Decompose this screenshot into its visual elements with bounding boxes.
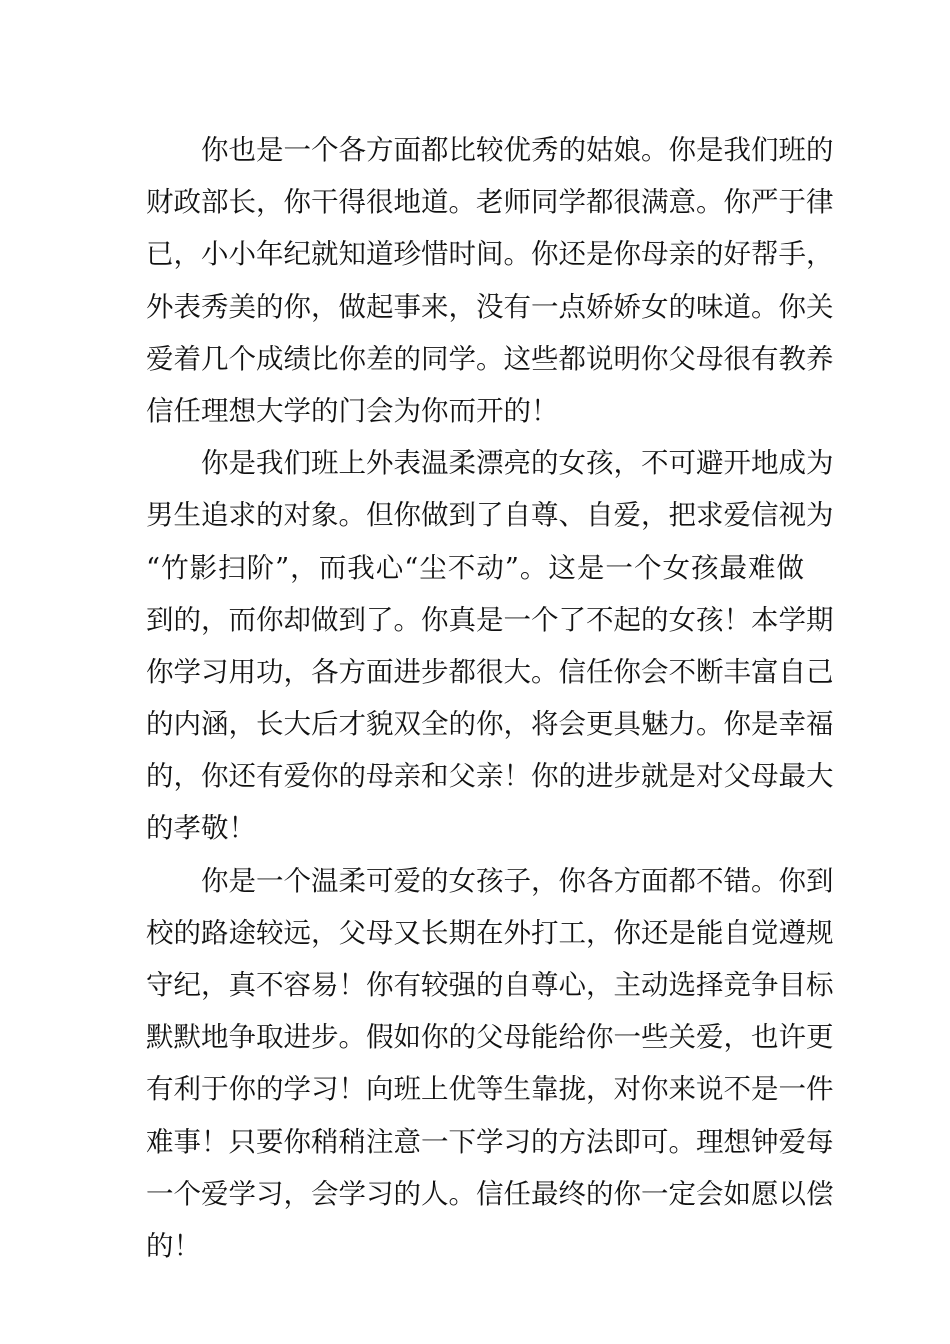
text-line: 到的，而你却做到了。你真是一个了不起的女孩！本学期 — [146, 603, 834, 636]
text-line: 你也是一个各方面都比较优秀的姑娘。你是我们班的 — [201, 134, 834, 166]
text-line: 信任理想大学的门会为你而开的！ — [146, 394, 559, 427]
text-line: 外表秀美的你，做起事来，没有一点娇娇女的味道。你关 — [146, 290, 834, 323]
text-line: 的孝敬！ — [146, 812, 256, 845]
text-line: 你是一个温柔可爱的女孩子，你各方面都不错。你到 — [201, 864, 834, 897]
text-line: 爱着几个成绩比你差的同学。这些都说明你父母很有教养 — [146, 342, 834, 375]
text-line: 财政部长，你干得很地道。老师同学都很满意。你严于律 — [146, 186, 834, 219]
text-line: 的，你还有爱你的母亲和父亲！你的进步就是对父母最大 — [146, 760, 834, 793]
text-line: 一个爱学习，会学习的人。信任最终的你一定会如愿以偿 — [146, 1177, 834, 1210]
paragraph — [146, 437, 834, 855]
text-line: 你是我们班上外表温柔漂亮的女孩，不可避开地成为 — [201, 447, 834, 480]
paragraph — [146, 124, 834, 437]
text-line: 守纪，真不容易！你有较强的自尊心，主动选择竞争目标 — [146, 969, 834, 1001]
paragraph — [146, 855, 834, 1273]
text-line: 的内涵，长大后才貌双全的你，将会更具魅力。你是幸福 — [146, 708, 834, 741]
text-line: 有利于你的学习！向班上优等生靠拢，对你来说不是一件 — [146, 1073, 834, 1106]
text-line: 校的路途较远，父母又长期在外打工，你还是能自觉遵规 — [146, 916, 834, 949]
text-line: 男生追求的对象。但你做到了自尊、自爱，把求爱信视为 — [146, 499, 834, 532]
body-text — [146, 124, 834, 1272]
text-line: 已，小小年纪就知道珍惜时间。你还是你母亲的好帮手， — [146, 238, 834, 271]
text-line: 默默地争取进步。假如你的父母能给你一些关爱，也许更 — [146, 1021, 834, 1054]
text-line: 难事！只要你稍稍注意一下学习的方法即可。理想钟爱每 — [146, 1125, 834, 1158]
text-line: “竹影扫阶”，而我心“尘不动”。这是一个女孩最难做 — [146, 551, 804, 584]
text-line: 你学习用功，各方面进步都很大。信任你会不断丰富自己 — [146, 655, 834, 688]
text-line: 的！ — [146, 1229, 201, 1262]
